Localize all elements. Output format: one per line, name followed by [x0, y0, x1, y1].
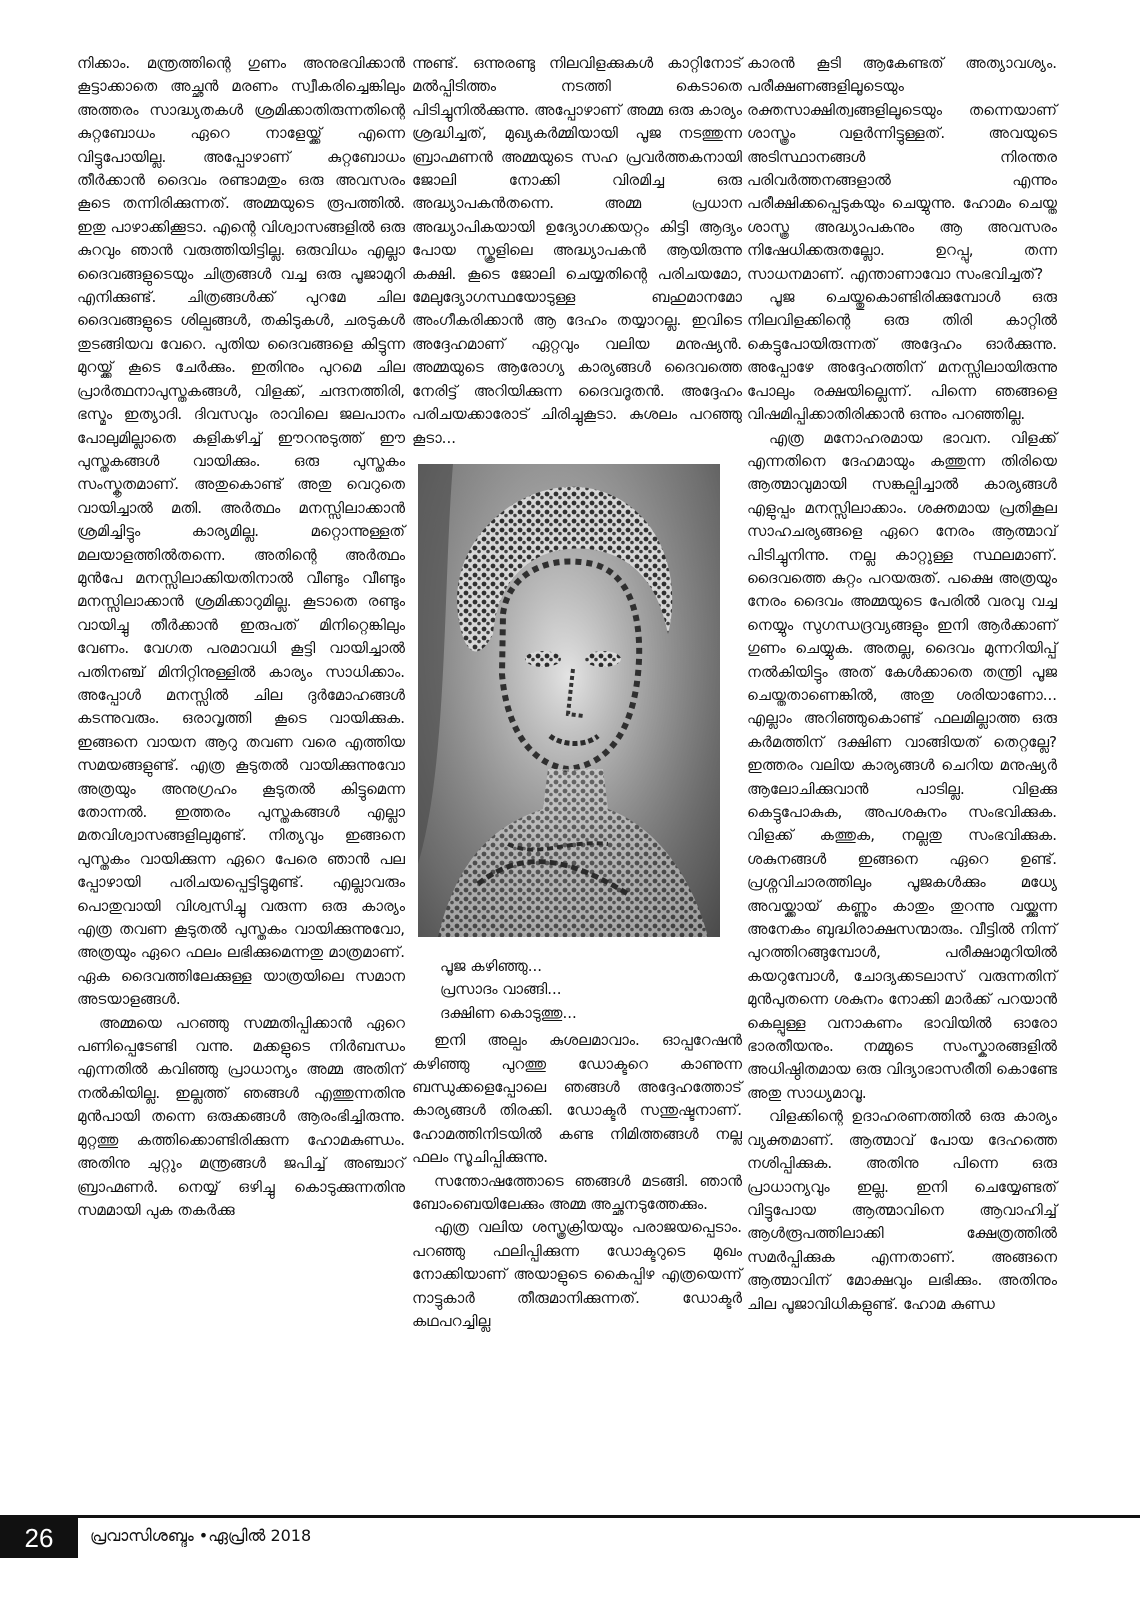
poem-line: പ്രസാദം വാങ്ങി...	[440, 980, 562, 999]
page-footer	[0, 1518, 1140, 1558]
article-column-2	[412, 52, 742, 1333]
paragraph: അമ്മയെ പറഞ്ഞു സമ്മതിപ്പിക്കാൻ ഏറെ പണിപ്പെടേണ്ടി വന്നു. മക്കളുടെ നിർബന്ധം എന്നതിൽ കവിഞ്ഞു പ്രാധാന്യം അമ്മ അതിന് നൽകിയില്ല. ഇല്ലത്ത് ഞങ്ങൾ എത്തുന്നതിനു മുൻപായി തന്നെ ഒരുക്കങ്ങൾ ആരംഭിച്ചിരുന്നു. മുറ്റത്തു കത്തിക്കൊണ്ടിരിക്കുന്ന ഹോമകുണ്ഡം. അതിനു ചുറ്റും മന്ത്രങ്ങൾ ജപിച്ച് അഞ്ചാറ് ബ്രാഹ്മണർ. നെയ്യ് ഒഴിച്ചു കൊടുക്കുന്നതിനു സമമായി പുക തകർക്കു	[77, 1013, 405, 1219]
paragraph: എത്ര വലിയ ശസ്ത്രക്രിയയും പരാജയപ്പെടാം. പറഞ്ഞു ഫലിപ്പിക്കുന്ന ഡോക്ടറുടെ മുഖം നോക്കിയാണ് അയാളുടെ കൈപ്പിഴ എത്രയെന്ന് നാട്ടുകാർ തീരുമാനിക്കുന്നത്. ഡോക്ടർ കഥപറച്ചില്ല	[412, 1218, 742, 1330]
paragraph: വിളക്കിന്റെ ഉദാഹരണത്തിൽ ഒരു കാര്യം വ്യക്തമാണ്. ആത്മാവ് പോയ ദേഹത്തെ നശിപ്പിക്കുക. അതിനു പിന്നെ ഒരു പ്രാധാന്യവും ഇല്ല. ഇനി ചെയ്യേണ്ടത് വിട്ടുപോയ ആത്മാവിനെ ആവാഹിച്ച് ആൾരൂപത്തിലാക്കി ക്ഷേത്രത്തിൽ സമർപ്പിക്കുക എന്നതാണ്. അങ്ങനെ ആത്മാവിന് മോക്ഷവും ലഭിക്കും. അതിനും ചില പൂജാവിധികളുണ്ട്. ഹോമ കുണ്ഡ	[747, 1107, 1057, 1313]
publication-name: പ്രവാസിശബ്ദം •ഏപ്രിൽ 2018	[90, 1526, 312, 1545]
paragraph: കാരൻ കൂടി ആകേണ്ടത് അത്യാവശ്യം. പരീക്ഷണങ്ങളിലൂടെയും രക്തസാക്ഷിത്വങ്ങളിലൂടെയും തന്നെയാണ് ശാസ്ത്രം വളർന്നിട്ടുള്ളത്. അവയുടെ അടിസ്ഥാനങ്ങൾ നിരന്തര പരിവർത്തനങ്ങളാൽ എന്നും പരീക്ഷിക്കപ്പെടുകയും ചെയ്യുന്നു. ഹോമം ചെയ്ത ശാസ്ത്ര അദ്ധ്യാപകനും ആ അവസരം നിഷേധിക്കരുതല്ലോ. ഉറപ്പു, തന്ന സാധനമാണ്. എന്താണാവോ സംഭവിച്ചത്?	[747, 54, 1057, 283]
paragraph: പൂജ ചെയ്തുകൊണ്ടിരിക്കുമ്പോൾ ഒരു നിലവിളക്കിന്റെ ഒരു തിരി കാറ്റിൽ കെട്ടുപോയിരുന്നത് അദ്ദേഹം ഓർക്കുന്നു. അപ്പോഴേ അദ്ദേഹത്തിന് മനസ്സിലായിരുന്നു പോലും രക്ഷയില്ലെന്ന്. പിന്നെ ഞങ്ങളെ വിഷമിപ്പിക്കാതിരിക്കാൻ ഒന്നും പറഞ്ഞില്ല.	[747, 288, 1057, 424]
paragraph: എത്ര മനോഹരമായ ഭാവന. വിളക്ക് എന്നതിനെ ദേഹമായും കത്തുന്ന തിരിയെ ആത്മാവുമായി സങ്കല്പിച്ചാൽ കാര്യങ്ങൾ എളുപ്പം മനസ്സിലാക്കാം. ശക്തമായ പ്രതികൂല സാഹചര്യങ്ങളെ ഏറെ നേരം ആത്മാവ് പിടിച്ചുനിന്നു. നല്ല കാറ്റുള്ള സ്ഥലമാണ്. ദൈവത്തെ കുറ്റം പറയരുത്. പക്ഷെ അത്രയും നേരം ദൈവം അമ്മയുടെ പേരിൽ വരവു വച്ച നെയ്യും സുഗന്ധദ്രവ്യങ്ങളും ഇനി ആർക്കാണ് ഗുണം ചെയ്യുക. അതല്ല, ദൈവം മുന്നറിയിപ്പ് നൽകിയിട്ടും അത് കേൾക്കാതെ തന്ത്രി പൂജ ചെയ്തതാണെങ്കിൽ, അതു ശരിയാണോ... എല്ലാം അറിഞ്ഞുകൊണ്ട് ഫലമില്ലാത്ത ഒരു കർമത്തിന് ദക്ഷിണ വാങ്ങിയത് തെറ്റല്ലേ? ഇത്തരം വലിയ കാര്യങ്ങൾ ചെറിയ മനുഷ്യർ ആലോചിക്കുവാൻ പാടില്ല. വിളക്കു കെട്ടുപോകുക, അപശകുനം സംഭവിക്കുക. വിളക്ക് കത്തുക, നല്ലതു സംഭവിക്കുക. ശകുനങ്ങൾ ഇങ്ങനെ ഏറെ ഉണ്ട്. പ്രശ്നവിചാരത്തിലും പൂജകൾക്കും മധ്യേ അവയ്ക്കായ് കണ്ണും കാതും തുറന്നു വയ്ക്കുന്ന അനേകം ബുദ്ധിരാക്ഷസന്മാരും. വീട്ടിൽ നിന്ന് പുറത്തിറങ്ങുമ്പോൾ, പരീക്ഷാമുറിയിൽ കയറുമ്പോൾ, ചോദ്യക്കടലാസ് വരുന്നതിന് മുൻപുതന്നെ ശകുനം നോക്കി മാർക്ക് പറയാൻ കെല്പുള്ള വനാകണം ഭാവിയിൽ ഓരോ ഭാരതീയനും. നമ്മുടെ സംസ്കാരങ്ങളിൽ അധിഷ്ഠിതമായ ഒരു വിദ്യാഭാസരീതി കൊണ്ടേ അതു സാധ്യമാവൂ.	[747, 428, 1057, 1102]
paragraph: നിക്കാം. മന്ത്രത്തിന്റെ ഗുണം അനുഭവിക്കാൻ കൂട്ടാക്കാതെ അച്ഛൻ മരണം സ്വീകരിച്ചെങ്കിലും അത്തരം സാദ്ധ്യതകൾ ശ്രമിക്കാതിരുന്നതിന്റെ കുറ്റബോധം ഏറെ നാളേയ്ക്ക് എന്നെ വിട്ടുപോയില്ല. അപ്പോഴാണ് കുറ്റബോധം തീർക്കാൻ ദൈവം രണ്ടാമതും ഒരു അവസരം കൂടെ തന്നിരിക്കുന്നത്. അമ്മയുടെ രൂപത്തിൽ. ഇതു പാഴാക്കിക്കൂടാ. എന്റെ വിശ്വാസങ്ങളിൽ ഒരു കുറവും ഞാൻ വരുത്തിയിട്ടില്ല. ഒരുവിധം എല്ലാ ദൈവങ്ങളുടെയും ചിത്രങ്ങൾ വച്ച ഒരു പൂജാമുറി എനിക്കുണ്ട്. ചിത്രങ്ങൾക്ക് പുറമേ ചില ദൈവങ്ങളുടെ ശില്പങ്ങൾ, തകിടുകൾ, ചരടുകൾ തുടങ്ങിയവ വേറെ. പുതിയ ദൈവങ്ങളെ കിട്ടുന്ന മുറയ്ക്ക് കൂടെ ചേർക്കും. ഇതിനും പുറമെ ചില പ്രാർത്ഥനാപുസ്തകങ്ങൾ, വിളക്ക്, ചന്ദനത്തിരി, ഭസ്മം ഇത്യാദി. ദിവസവും രാവിലെ ജലപാനം പോലുമില്ലാതെ കുളികഴിച്ച് ഈറനുടുത്ത് ഈ പുസ്തകങ്ങൾ വായിക്കും. ഒരു പുസ്തകം സംസ്കൃതമാണ്. അതുകൊണ്ട് അതു വെറുതെ വായിച്ചാൽ മതി. അർത്ഥം മനസ്സിലാക്കാൻ ശ്രമിച്ചിട്ടും കാര്യമില്ല. മറ്റൊന്നുള്ളത് മലയാളത്തിൽതന്നെ. അതിന്റെ അർത്ഥം മുൻപേ മനസ്സിലാക്കിയതിനാൽ വീണ്ടും വീണ്ടും മനസ്സിലാക്കാൻ ശ്രമിക്കാറുമില്ല. കൂടാതെ രണ്ടും വായിച്ചു തീർക്കാൻ ഇരുപത് മിനിറ്റെങ്കിലും വേണം. വേഗത പരമാവധി കൂട്ടി വായിച്ചാൽ പതിനഞ്ച് മിനിറ്റിനുള്ളിൽ കാര്യം സാധിക്കാം. അപ്പോൾ മനസ്സിൽ ചില ദുർമോഹങ്ങൾ കടന്നുവരും. ഒരാവൃത്തി കൂടെ വായിക്കുക. ഇങ്ങനെ വായന ആറു തവണ വരെ എത്തിയ സമയങ്ങളുണ്ട്. എത്ര കൂടുതൽ വായിക്കുന്നുവോ അത്രയും അനുഗ്രഹം കൂടുതൽ കിട്ടുമെന്ന തോന്നൽ. ഇത്തരം പുസ്തകങ്ങൾ എല്ലാ മതവിശ്വാസങ്ങളിലുമുണ്ട്. നിത്യവും ഇങ്ങനെ പുസ്തകം വായിക്കുന്ന ഏറെ പേരെ ഞാൻ പല പ്പോഴായി പരിചയപ്പെട്ടിട്ടുമുണ്ട്. എല്ലാവരും പൊതുവായി വിശ്വസിച്ചു വരുന്ന ഒരു കാര്യം എത്ര തവണ കൂടുതൽ പുസ്തകം വായിക്കുന്നുവോ, അത്രയും ഏറെ ഫലം ലഭിക്കുമെന്നതു മാത്രമാണ്. ഏക ദൈവത്തിലേക്കുള്ള യാത്രയിലെ സമാന അടയാളങ്ങൾ.	[77, 54, 405, 1009]
poem-line: പൂജ കഴിഞ്ഞു...	[440, 956, 543, 975]
paragraph: ന്നുണ്ട്. ഒന്നുരണ്ടു നിലവിളക്കുകൾ കാറ്റിനോട് മൽപ്പിടിത്തം നടത്തി കെടാതെ പിടിച്ചുനിൽക്കുന്നു. അപ്പോഴാണ് അമ്മ ഒരു കാര്യം ശ്രദ്ധിച്ചത്, മുഖ്യകർമ്മിയായി പൂജ നടത്തുന്ന ബ്രാഹ്മണൻ അമ്മയുടെ സഹ പ്രവർത്തകനായി ജോലി നോക്കി വിരമിച്ച ഒരു അദ്ധ്യാപകൻതന്നെ. അമ്മ പ്രധാന അദ്ധ്യാപികയായി ഉദ്യോഗക്കയറ്റം കിട്ടി ആദ്യം പോയ സ്കൂളിലെ അദ്ധ്യാപകൻ ആയിരുന്നു കക്ഷി. കൂടെ ജോലി ചെയ്യതിന്റെ പരിചയമോ, മേലുദ്യോഗസ്ഥയോടുള്ള ബഹുമാനമോ അംഗീകരിക്കാൻ ആ ദേഹം തയ്യാറല്ല. ഇവിടെ അദ്ദേഹമാണ് ഏറ്റവും വലിയ മനുഷ്യൻ. അമ്മയുടെ ആരോഗ്യ കാര്യങ്ങൾ ദൈവത്തെ നേരിട്ട് അറിയിക്കുന്ന ദൈവദൂതൻ. അദ്ദേഹം പരിചയക്കാരോട് ചിരിച്ചുകൂടാ. കുശലം പറഞ്ഞു കൂടാ...	[412, 54, 742, 447]
portrait-image	[418, 464, 720, 937]
paragraph: സന്തോഷത്തോടെ ഞങ്ങൾ മടങ്ങി. ഞാൻ ബോംബെയിലേക്കും അമ്മ അച്ഛനടുത്തേക്കും.	[412, 1171, 742, 1213]
poem-line: ദക്ഷിണ കൊടുത്തു...	[440, 1003, 577, 1022]
page-number: 26	[0, 1518, 78, 1558]
article-column-1	[77, 52, 405, 1222]
poem-lines	[440, 955, 742, 1025]
face-illustration	[418, 464, 720, 937]
article-column-3	[747, 52, 1057, 1316]
paragraph: ഇനി അല്പം കുശലമാവാം. ഓപ്പറേഷൻ കഴിഞ്ഞു പുറത്തു ഡോക്ടറെ കാണുന്ന ബന്ധുക്കളെപ്പോലെ ഞങ്ങൾ അദ്ദേഹത്തോട് കാര്യങ്ങൾ തിരക്കി. ഡോക്ടർ സന്തുഷ്ടനാണ്. ഹോമത്തിനിടയിൽ കണ്ട നിമിത്തങ്ങൾ നല്ല ഫലം സൂചിപ്പിക്കുന്നു.	[412, 1031, 742, 1167]
